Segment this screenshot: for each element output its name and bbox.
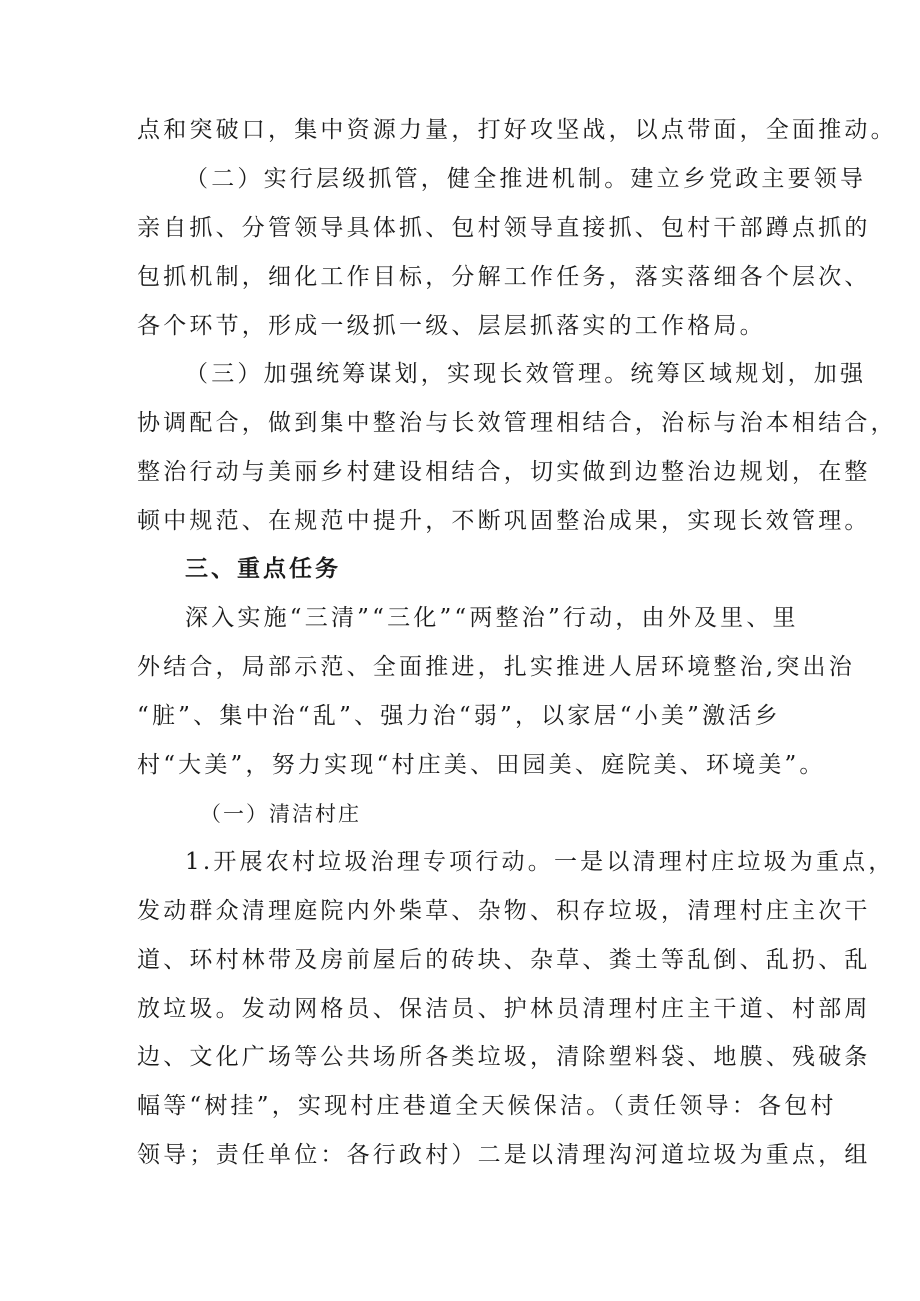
- body-text-line: 村“大美”，努力实现“村庄美、田园美、庭院美、环境美”。: [137, 752, 826, 778]
- body-text-line: 放垃圾。发动网格员、保洁员、护林员清理村庄主干道、村部周: [137, 996, 871, 1022]
- paragraph-first-line: 1.开展农村垃圾治理专项行动。一是以清理村庄垃圾为重点，: [185, 849, 895, 875]
- body-text-line: 边、文化广场等公共场所各类垃圾，清除塑料袋、地膜、残破条: [137, 1044, 871, 1070]
- body-text-line: 亲自抓、分管领导具体抓、包村领导直接抓、包村干部蹲点抓的: [137, 215, 871, 241]
- body-text-line: 幅等“树挂”，实现村庄巷道全天候保洁。（责任领导：各包村: [137, 1093, 837, 1119]
- body-text-line: 包抓机制，细化工作目标，分解工作任务，落实落细各个层次、: [137, 264, 871, 290]
- body-text-line: 发动群众清理庭院内外柴草、杂物、积存垃圾，清理村庄主次干: [137, 898, 871, 924]
- body-text-line: 外结合，局部示范、全面推进，扎实推进人居环境整治,突出治: [137, 654, 855, 680]
- body-text-line: “脏”、集中治“乱”、强力治“弱”，以家居“小美”激活乡: [137, 703, 781, 729]
- body-text-line: 点和突破口，集中资源力量，打好攻坚战，以点带面，全面推动。: [137, 117, 897, 143]
- paragraph-first-line: （二）实行层级抓管，健全推进机制。建立乡党政主要领导: [185, 166, 867, 192]
- subsection-heading: （一）清洁村庄: [200, 802, 361, 826]
- body-text-line: 各个环节，形成一级抓一级、层层抓落实的工作格局。: [137, 313, 766, 339]
- body-text-line: 顿中规范、在规范中提升，不断巩固整治成果，实现长效管理。: [137, 508, 871, 534]
- paragraph-first-line: （三）加强统筹谋划，实现长效管理。统筹区域规划，加强: [185, 361, 867, 387]
- paragraph-first-line: 深入实施“三清”“三化”“两整治”行动，由外及里、里: [185, 605, 799, 631]
- body-text-line: 领导；责任单位：各行政村）二是以清理沟河道垃圾为重点，组: [137, 1142, 871, 1168]
- section-heading: 三、重点任务: [185, 556, 341, 582]
- body-text-line: 整治行动与美丽乡村建设相结合，切实做到边整治边规划，在整: [137, 459, 871, 485]
- body-text-line: 道、环村林带及房前屋后的砖块、杂草、粪土等乱倒、乱扔、乱: [137, 947, 871, 973]
- body-text-line: 协调配合，做到集中整治与长效管理相结合，治标与治本相结合，: [137, 410, 897, 436]
